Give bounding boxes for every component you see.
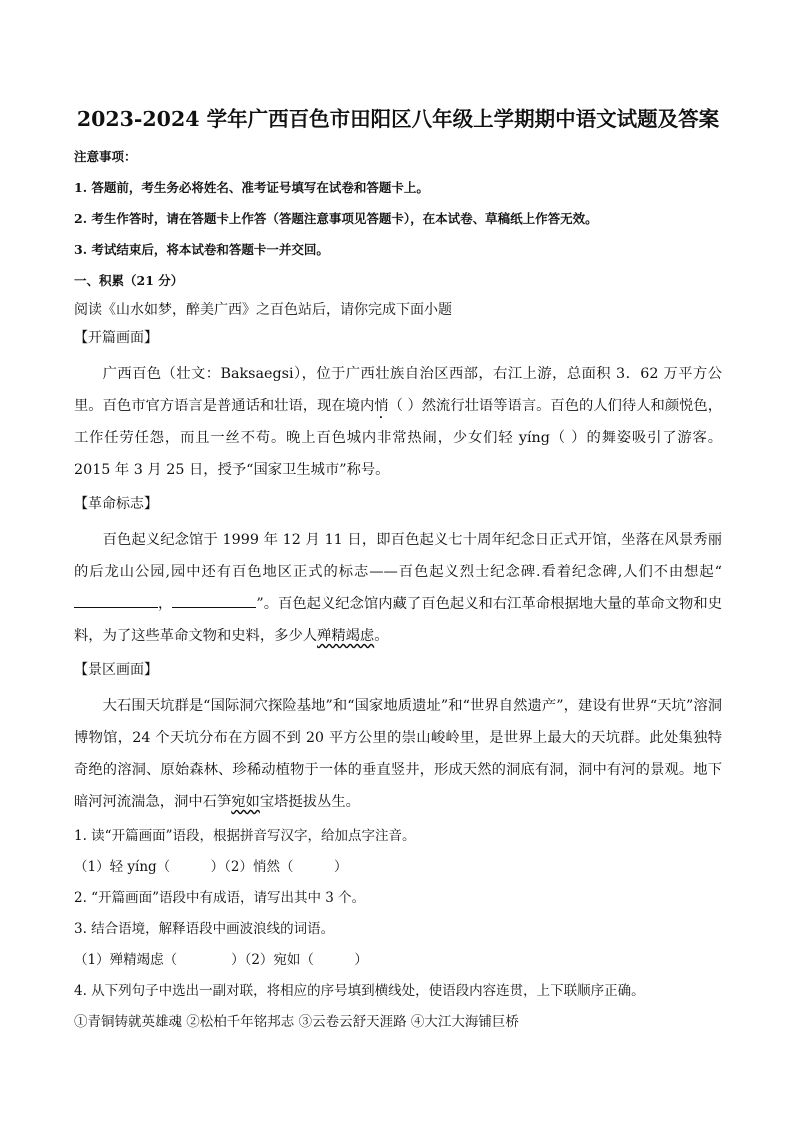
dotted-character: 悄 xyxy=(374,398,389,414)
revolution-text-c: 。 xyxy=(374,628,389,644)
page-title: 2023-2024 学年广西百色市田阳区八年级上学期期中语文试题及答案 xyxy=(76,107,720,131)
question-3-sub: （1）殚精竭虑（ ）（2）宛如（ ） xyxy=(74,952,368,968)
part-heading-scenic: 【景区画面】 xyxy=(74,662,158,678)
question-1-sub: （1）轻 yíng（ ）（2）悄然（ ） xyxy=(74,859,348,875)
notice-item-2: 2. 考生作答时，请在答题卡上作答（答题注意事项见答题卡），在本试卷、草稿纸上作答无效。 xyxy=(74,211,598,226)
notice-heading: 注意事项： xyxy=(74,149,137,164)
part-heading-opening: 【开篇画面】 xyxy=(74,330,158,346)
question-1: 1. 读“开篇画面”语段，根据拼音写汉字，给加点字注音。 xyxy=(74,828,416,844)
couplet-blank-1[interactable] xyxy=(74,593,158,608)
wavy-word-1: 殚精竭虑 xyxy=(317,628,375,644)
notice-item-3: 3. 考试结束后，将本试卷和答题卡一并交回。 xyxy=(74,242,329,257)
scenic-text-a: 大石围天坑群是“国际洞穴探险基地”和“国家地质遗址”和“世界自然遗产”，建设有世界“天坑”溶洞博物馆，24 个天坑分布在方圆不到 20 平方公里的崇山峻岭里，是世界上最大的天坑群。此处集独特奇绝的溶洞、原始森林、珍稀动植物于一体的垂直竖井，形成天然的洞底有洞，洞中有河的景观。地下暗河河流湍急，洞中石笋 xyxy=(74,698,722,810)
question-4: 4. 从下列句子中选出一副对联，将相应的序号填到横线处，使语段内容连贯，上下联顺序正确。 xyxy=(74,983,645,999)
revolution-paragraph xyxy=(74,524,722,652)
opening-paragraph xyxy=(74,358,722,486)
notice-item-1: 1. 答题前，考生务必将姓名、准考证号填写在试卷和答题卡上。 xyxy=(74,180,429,195)
couplet-blank-2[interactable] xyxy=(172,593,256,608)
revolution-text-b: ”。百色起义纪念馆内藏了百色起义和右江革命根据地大量的革命文物和史料，为了这些革命文物和史料，多少人 xyxy=(74,596,723,644)
section-intro: 阅读《山水如梦，醉美广西》之百色站后，请你完成下面小题 xyxy=(74,302,452,318)
question-3: 3. 结合语境，解释语段中画波浪线的词语。 xyxy=(74,921,335,937)
part-heading-revolution: 【革命标志】 xyxy=(74,496,158,512)
section-heading: 一、积累（21 分） xyxy=(74,273,184,288)
scenic-text-b: 宝塔挺拔丛生。 xyxy=(259,794,360,810)
question-2: 2. “开篇画面”语段中有成语，请写出其中 3 个。 xyxy=(74,890,366,906)
wavy-word-2: 宛如 xyxy=(231,794,260,810)
question-4-options: ①青铜铸就英雄魂 ②松柏千年铭邦志 ③云卷云舒天涯路 ④大江大海铺巨桥 xyxy=(74,1014,519,1030)
opening-text-b: （ ）然流行壮语等语言。百色的人们待人和颜悦色，工作任劳任怨，而且一丝不苟。晚上百色城内非常热闹，少女们轻 yíng（ ）的舞姿吸引了游客。2015 年 3 月 25 日，授予“国家卫生城市”称号。 xyxy=(74,398,723,478)
scenic-paragraph xyxy=(74,690,722,818)
revolution-text-a: 百色起义纪念馆于 1999 年 12 月 11 日，即百色起义七十周年纪念日正式开馆，坐落在风景秀丽的后龙山公园,园中还有百色地区正式的标志——百色起义烈士纪念碑.看着纪念碑,人们不由想起“ xyxy=(74,532,722,580)
opening-text-a: 广西百色（壮文：Baksaegsi），位于广西壮族自治区西部，右江上游，总面积 3．62 万平方公里。百色市官方语言是普通话和壮语，现在境内 xyxy=(74,366,722,414)
revolution-sep: ， xyxy=(158,596,173,612)
